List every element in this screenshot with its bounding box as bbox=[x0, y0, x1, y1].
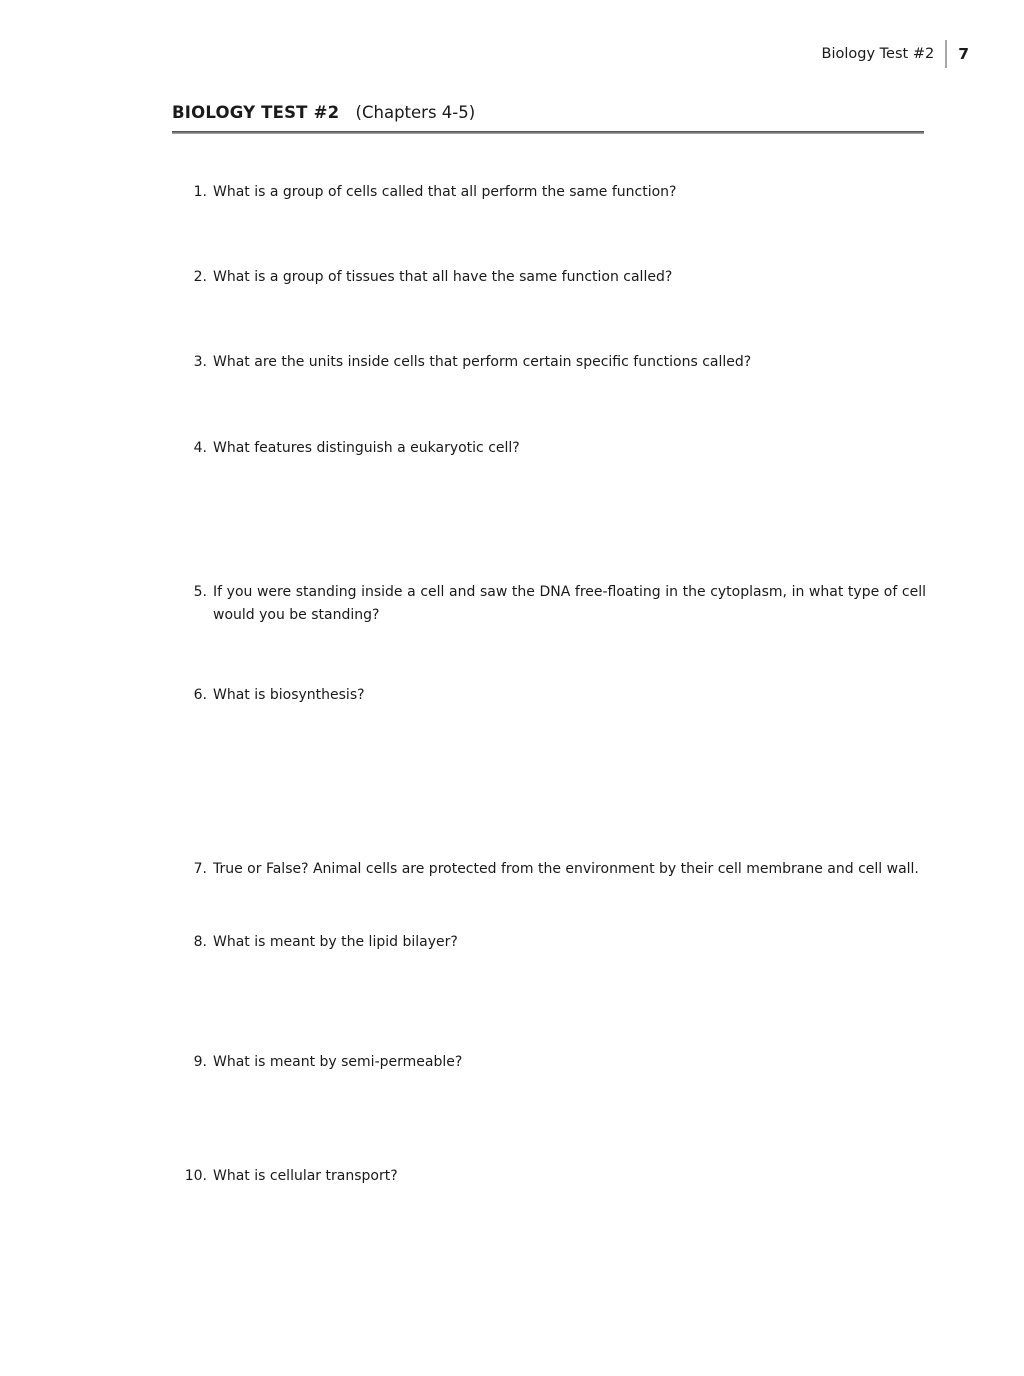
document-subtitle: (Chapters 4-5) bbox=[355, 103, 476, 122]
question-text: What features distinguish a eukaryotic cell? bbox=[213, 440, 520, 456]
question-text: What is a group of cells called that all perform the same function? bbox=[213, 184, 677, 200]
question-item bbox=[176, 858, 926, 881]
question-number: 3. bbox=[193, 354, 207, 370]
question-number: 5. bbox=[193, 584, 207, 600]
question-item bbox=[176, 266, 926, 289]
question-text: What is meant by the lipid bilayer? bbox=[213, 934, 458, 950]
running-header bbox=[822, 40, 969, 68]
page-number: 7 bbox=[958, 45, 969, 63]
title-line bbox=[172, 102, 924, 124]
question-item bbox=[176, 931, 926, 954]
question-text: What is cellular transport? bbox=[213, 1168, 398, 1184]
question-text: If you were standing inside a cell and saw the DNA free-floating in the cytoplasm, in what type of cell would you be standing? bbox=[213, 584, 926, 623]
title-rule bbox=[172, 131, 924, 134]
question-number: 10. bbox=[184, 1168, 207, 1184]
question-text: What is a group of tissues that all have the same function called? bbox=[213, 269, 673, 285]
header-divider bbox=[945, 40, 947, 68]
question-number: 2. bbox=[193, 269, 207, 285]
question-text: True or False? Animal cells are protected from the environment by their cell membrane and cell wall. bbox=[213, 861, 919, 877]
question-item bbox=[176, 684, 926, 707]
question-number: 7. bbox=[193, 861, 207, 877]
question-number: 8. bbox=[193, 934, 207, 950]
question-item bbox=[176, 351, 926, 374]
question-item bbox=[176, 181, 926, 204]
question-item bbox=[176, 1165, 926, 1188]
title-block bbox=[172, 102, 924, 134]
question-number: 6. bbox=[193, 687, 207, 703]
question-number: 1. bbox=[193, 184, 207, 200]
question-number: 4. bbox=[193, 440, 207, 456]
question-text: What are the units inside cells that perform certain specific functions called? bbox=[213, 354, 752, 370]
question-text: What is meant by semi-permeable? bbox=[213, 1054, 463, 1070]
question-item bbox=[176, 437, 926, 460]
question-number: 9. bbox=[193, 1054, 207, 1070]
document-title: BIOLOGY TEST #2 bbox=[172, 103, 340, 122]
running-header-title: Biology Test #2 bbox=[821, 46, 935, 62]
question-item bbox=[176, 581, 926, 627]
question-item bbox=[176, 1051, 926, 1074]
question-text: What is biosynthesis? bbox=[213, 687, 365, 703]
